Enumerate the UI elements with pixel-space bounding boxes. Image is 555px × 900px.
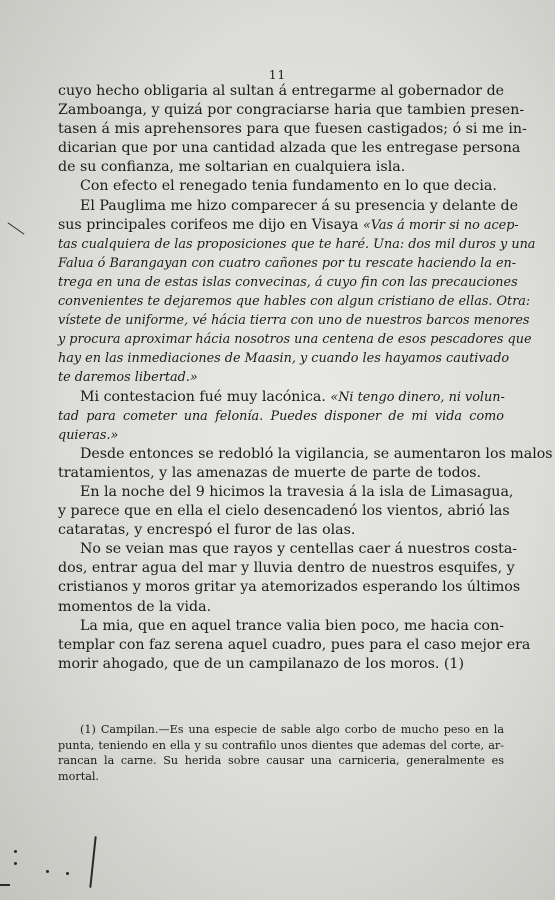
text-line: convenientes te dejaremos que hables con algun cristiano de ellas. Otra: xyxy=(58,294,531,310)
text-line: La mia, que en aquel trance valia bien poco, me hacia con- xyxy=(80,617,504,634)
text-line: cuyo hecho obligaria al sultan á entregarme al gobernador de xyxy=(58,83,505,99)
text-line: cataratas, y encrespó el furor de las olas. xyxy=(58,522,356,539)
text-line: tasen á mis aprehensores para que fuesen castigados; ó si me in- xyxy=(58,121,527,138)
text-line: No se veian mas que rayos y centellas caer á nuestros costa- xyxy=(80,541,518,558)
text-line: momentos de la vida. xyxy=(58,598,212,615)
main-text-block xyxy=(58,82,553,674)
text-line: Falua ó Barangayan con cuatro cañones por tu rescate haciendo la en- xyxy=(58,255,517,271)
text-line: El Pauglima me hizo comparecer á su presencia y delante de xyxy=(80,197,518,214)
scan-mark xyxy=(14,850,17,853)
text-line: trega en una de estas islas convecinas, á cuyo fin con las precauciones xyxy=(58,274,518,290)
text-italic-segment: «Vas á morir si no acep- xyxy=(363,217,519,233)
scan-mark xyxy=(66,872,69,875)
scan-mark xyxy=(89,836,96,888)
text-line: de su confianza, me soltarian en cualquiera isla. xyxy=(58,159,406,176)
text-line: quieras.» xyxy=(58,427,119,443)
footnote-block xyxy=(58,722,504,784)
scan-mark xyxy=(14,862,17,865)
text-line xyxy=(58,388,504,407)
text-italic-segment: «Ni tengo dinero, ni volun- xyxy=(330,389,505,405)
text-line: tas cualquiera de las proposiciones que te haré. Una: dos mil duros y una xyxy=(58,236,536,252)
scan-mark xyxy=(8,222,25,234)
footnote-line: rancan la carne. Su herida sobre causar una carniceria, generalmente es xyxy=(58,754,504,768)
scan-mark xyxy=(0,884,10,886)
text-roman-segment: sus principales corifeos me dijo en Visaya xyxy=(58,216,364,233)
text-line: templar con faz serena aquel cuadro, pues para el caso mejor era xyxy=(58,636,531,653)
text-line: En la noche del 9 hicimos la travesia á la isla de Limasagua, xyxy=(80,483,514,500)
text-roman-segment: Mi contestacion fué muy lacónica. xyxy=(80,388,331,405)
text-line xyxy=(58,216,519,235)
text-line: vístete de uniforme, vé hácia tierra con uno de nuestros barcos menores xyxy=(58,313,530,329)
text-line: te daremos libertad.» xyxy=(58,370,198,386)
text-line: tad para cometer una felonía. Puedes disponer de mi vida como xyxy=(58,408,504,424)
scan-mark xyxy=(46,870,49,873)
footnote-line: (1) Campilan.—Es una especie de sable algo corbo de mucho peso en la xyxy=(80,723,504,736)
text-line: dos, entrar agua del mar y lluvia dentro de nuestros esquifes, y xyxy=(58,560,515,577)
page-number: 11 xyxy=(268,68,287,82)
text-line: hay en las inmediaciones de Maasin, y cuando les hayamos cautivado xyxy=(58,351,510,367)
text-line: tratamientos, y las amenazas de muerte de parte de todos. xyxy=(58,464,482,481)
text-line: y parece que en ella el cielo desencadenó los vientos, abrió las xyxy=(58,503,510,520)
text-line: Zamboanga, y quizá por congraciarse haria que tambien presen- xyxy=(58,102,525,119)
footnote-line: punta, teniendo en ella y su contrafilo unos dientes que ademas del corte, ar- xyxy=(58,738,504,752)
text-line: cristianos y moros gritar ya atemorizados esperando los últimos xyxy=(58,579,521,596)
text-line: morir ahogado, que de un campilanazo de los moros. (1) xyxy=(58,655,464,672)
text-line: y procura aproximar hácia nosotros una centena de esos pescadores que xyxy=(58,332,532,348)
text-line: dicarian que por una cantidad alzada que les entregase persona xyxy=(58,140,521,157)
footnote-line: mortal. xyxy=(58,769,99,783)
text-line: Con efecto el renegado tenia fundamento en lo que decia. xyxy=(80,178,497,195)
text-line: Desde entonces se redobló la vigilancia, se aumentaron los malos xyxy=(80,445,553,462)
